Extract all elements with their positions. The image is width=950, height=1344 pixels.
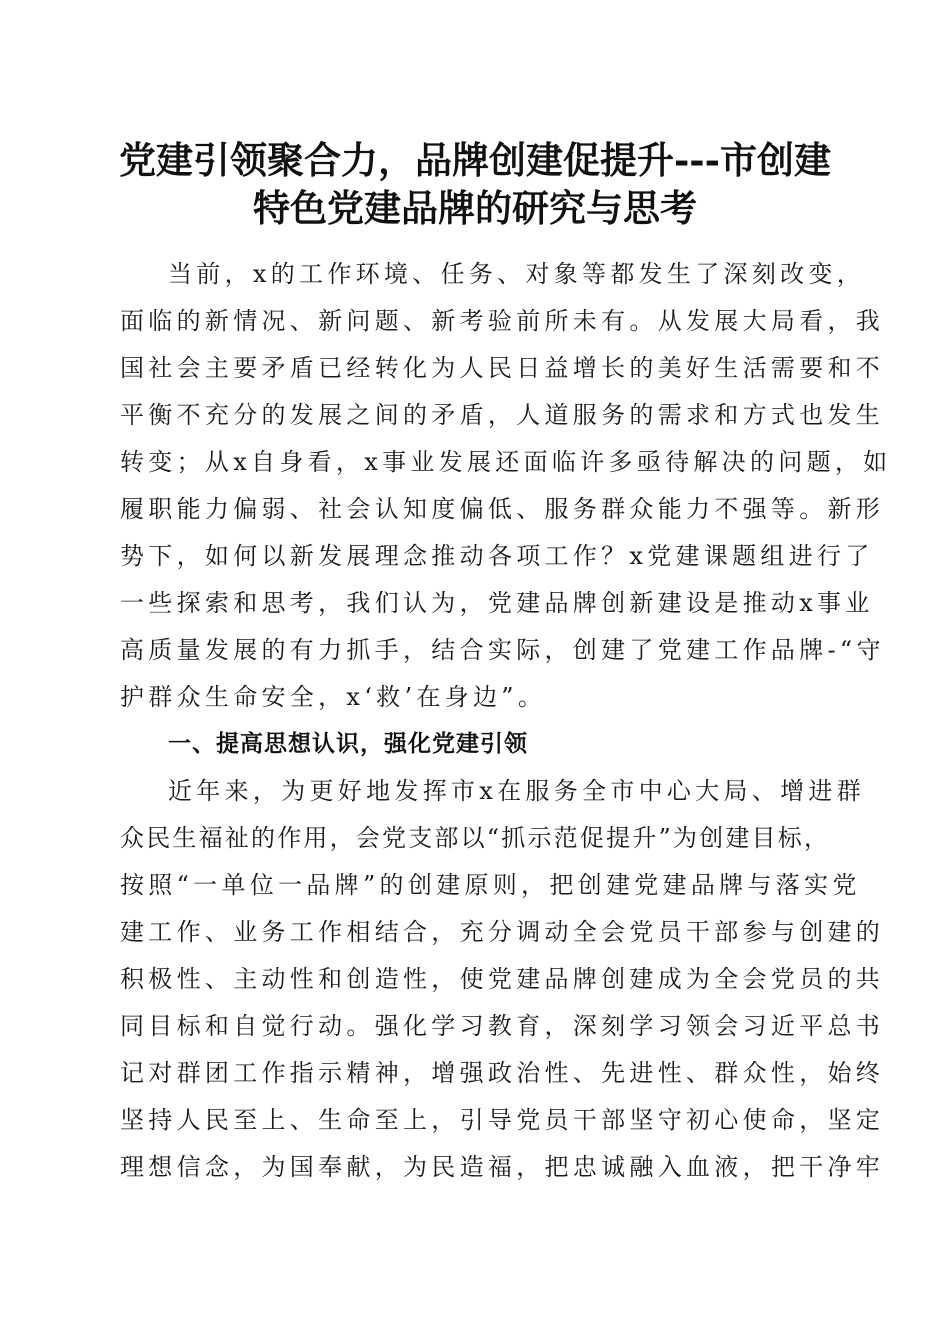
section-heading: 一、提高思想认识，强化党建引领 bbox=[168, 731, 528, 757]
text-line: 当前，x的工作环境、任务、对象等都发生了深刻改变， bbox=[168, 260, 866, 288]
text-line: 转变；从x自身看，x事业发展还面临许多亟待解决的问题，如 bbox=[120, 448, 892, 476]
text-line: 坚持人民至上、生命至上，引导党员干部坚守初心使命，坚定 bbox=[120, 1106, 885, 1134]
text-line: 众民生福祉的作用，会党支部以“抓示范促提升”为创建目标， bbox=[120, 824, 831, 852]
text-line: 平衡不充分的发展之间的矛盾，人道服务的需求和方式也发生 bbox=[120, 401, 885, 429]
text-line: 积极性、主动性和创造性，使党建品牌创建成为全会党员的共 bbox=[120, 965, 885, 993]
document-title bbox=[110, 136, 840, 232]
text-line: 国社会主要矛盾已经转化为人民日益增长的美好生活需要和不 bbox=[120, 354, 885, 382]
text-line: 理想信念，为国奉献，为民造福，把忠诚融入血液，把干净牢 bbox=[120, 1153, 885, 1181]
title-line: 党建引领聚合力，品牌创建促提升---市创建 bbox=[118, 138, 832, 182]
text-line: 记对群团工作指示精神，增强政治性、先进性、群众性，始终 bbox=[120, 1059, 885, 1087]
text-line: 一些探索和思考，我们认为，党建品牌创新建设是推动x事业 bbox=[120, 589, 874, 617]
text-line: 按照“一单位一品牌”的创建原则，把创建党建品牌与落实党 bbox=[120, 871, 861, 899]
paragraph-section1 bbox=[120, 768, 885, 1191]
paragraph-intro bbox=[120, 251, 892, 721]
text-line: 同目标和自觉行动。强化学习教育，深刻学习领会习近平总书 bbox=[120, 1012, 885, 1040]
text-line: 面临的新情况、新问题、新考验前所未有。从发展大局看，我 bbox=[120, 307, 885, 335]
text-line: 高质量发展的有力抓手，结合实际，创建了党建工作品牌-“守 bbox=[120, 636, 885, 664]
text-line: 近年来，为更好地发挥市x在服务全市中心大局、增进群 bbox=[168, 777, 866, 805]
text-line: 建工作、业务工作相结合，充分调动全会党员干部参与创建的 bbox=[120, 918, 885, 946]
title-line: 特色党建品牌的研究与思考 bbox=[253, 186, 697, 230]
document-body bbox=[120, 251, 892, 1191]
text-line: 护群众生命安全，x‘救’在身边”。 bbox=[120, 683, 547, 711]
text-line: 履职能力偏弱、社会认知度偏低、服务群众能力不强等。新形 bbox=[120, 495, 885, 523]
text-line: 势下，如何以新发展理念推动各项工作？x党建课题组进行了 bbox=[120, 542, 874, 570]
